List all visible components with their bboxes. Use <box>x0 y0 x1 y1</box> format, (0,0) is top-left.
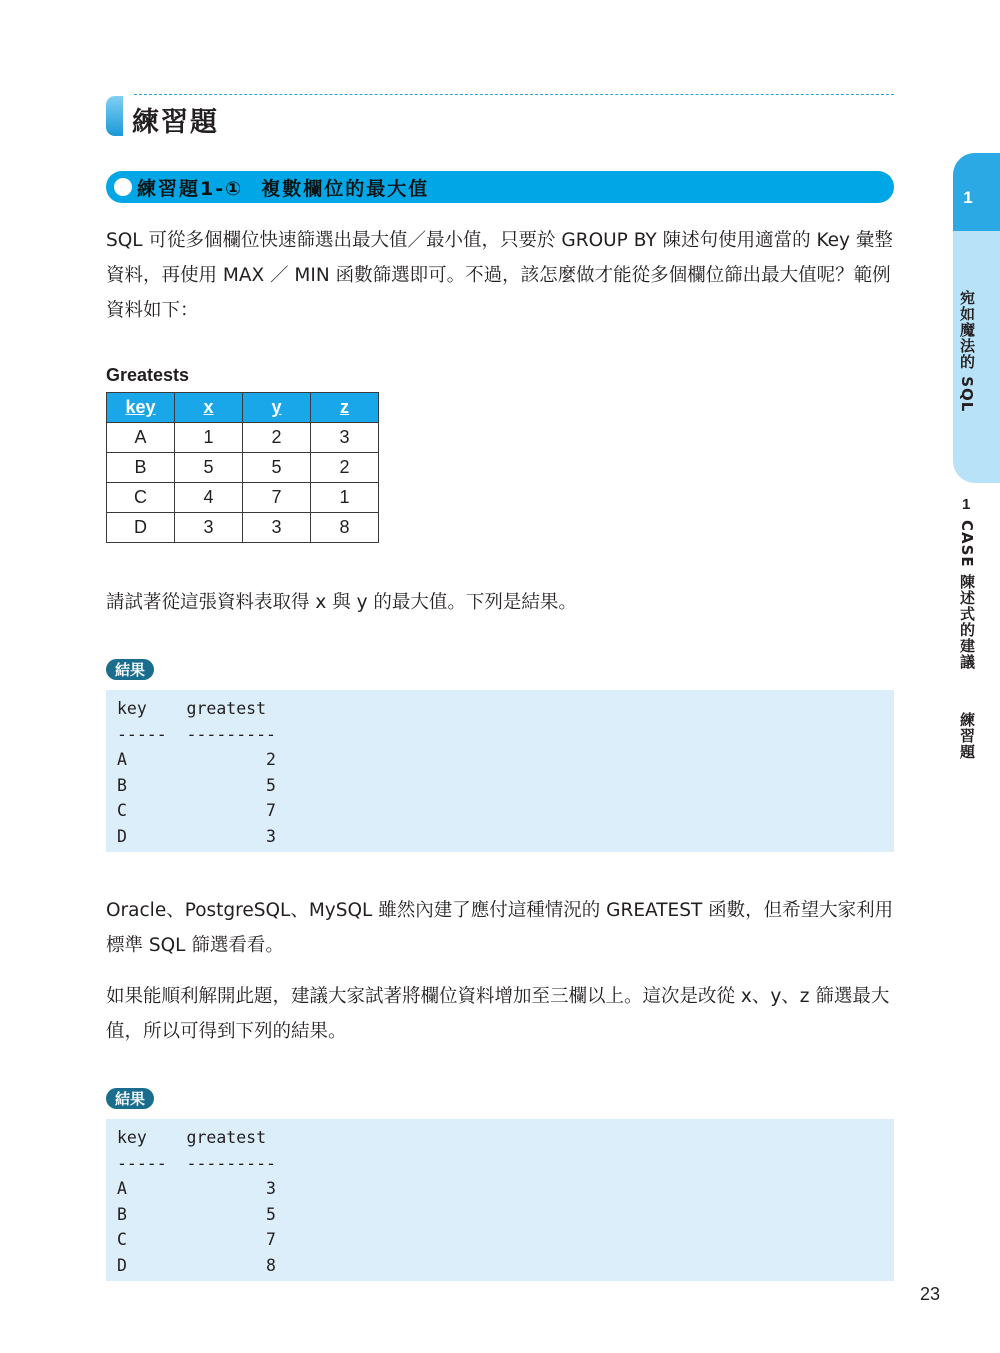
table-cell: 8 <box>311 513 379 543</box>
table-cell: 1 <box>175 423 243 453</box>
result-box <box>106 1119 894 1281</box>
table-cell: 2 <box>243 423 311 453</box>
column-header: x <box>175 393 243 423</box>
subsection-title: 練習題 <box>958 712 976 760</box>
table-row <box>107 453 379 483</box>
table-cell: 3 <box>175 513 243 543</box>
exercise-title: 複數欄位的最大值 <box>261 177 430 200</box>
result-line: A 3 <box>117 1179 276 1198</box>
chapter-title: 宛如魔法的 SQL <box>958 290 976 413</box>
heading-divider <box>134 94 894 95</box>
table-row <box>107 483 379 513</box>
section-title: CASE 陳述式的建議 <box>958 520 976 670</box>
table-cell: 2 <box>311 453 379 483</box>
page-heading: 練習題 <box>132 107 219 138</box>
result-line: D 8 <box>117 1255 276 1275</box>
table-cell: 7 <box>243 483 311 513</box>
result-line: key greatest <box>117 699 267 718</box>
table-header-row <box>107 393 379 423</box>
table-cell: D <box>107 513 175 543</box>
table-row <box>107 513 379 543</box>
table-cell: 5 <box>243 453 311 483</box>
table-cell: A <box>107 423 175 453</box>
table-cell: C <box>107 483 175 513</box>
bullet-icon <box>114 178 132 196</box>
heading-accent-bar <box>106 96 123 136</box>
result-line: key greatest <box>117 1128 267 1147</box>
column-header: z <box>311 393 379 423</box>
intro-paragraph: SQL 可從多個欄位快速篩選出最大值／最小值，只要於 GROUP BY 陳述句使用適當的 Key 彙整資料，再使用 MAX ／ MIN 函數篩選即可。不過，該怎麼做才能從多個欄位篩出最大值呢？範例資料如下： <box>106 230 893 321</box>
result-line: D 3 <box>117 826 276 846</box>
result-line: A 2 <box>117 750 276 769</box>
exercise-number: 練習題1-① <box>137 177 244 200</box>
column-header: y <box>243 393 311 423</box>
chapter-number: 1 <box>963 188 973 207</box>
table-cell: B <box>107 453 175 483</box>
table-row <box>107 423 379 453</box>
result-line: B 5 <box>117 775 276 795</box>
exercise-banner <box>106 171 894 203</box>
instruction-paragraph: 請試著從這張資料表取得 x 與 y 的最大值。下列是結果。 <box>106 592 577 613</box>
table-cell: 4 <box>175 483 243 513</box>
result-badge: 結果 <box>106 1088 154 1109</box>
table-cell: 3 <box>311 423 379 453</box>
result-badge: 結果 <box>106 659 154 680</box>
result-box <box>106 690 894 852</box>
result-line: ----- --------- <box>117 1153 276 1173</box>
page-number: 23 <box>920 1284 941 1304</box>
table-cell: 1 <box>311 483 379 513</box>
extension-paragraph: 如果能順利解開此題，建議大家試著將欄位資料增加至三欄以上。這次是改從 x、y、z 篩選最大值，所以可得到下列的結果。 <box>106 986 890 1042</box>
result-line: B 5 <box>117 1204 276 1224</box>
greatests-table <box>106 392 379 543</box>
table-cell: 3 <box>243 513 311 543</box>
column-header: key <box>107 393 175 423</box>
table-cell: 5 <box>175 453 243 483</box>
result-line: C 7 <box>117 801 276 820</box>
section-number: 1 <box>962 496 971 513</box>
table-caption: Greatests <box>106 365 190 385</box>
result-line: C 7 <box>117 1230 276 1249</box>
result-line: ----- --------- <box>117 724 276 744</box>
greatest-paragraph: Oracle、PostgreSQL、MySQL 雖然內建了應付這種情況的 GREATEST 函數，但希望大家利用標準 SQL 篩選看看。 <box>106 900 894 956</box>
